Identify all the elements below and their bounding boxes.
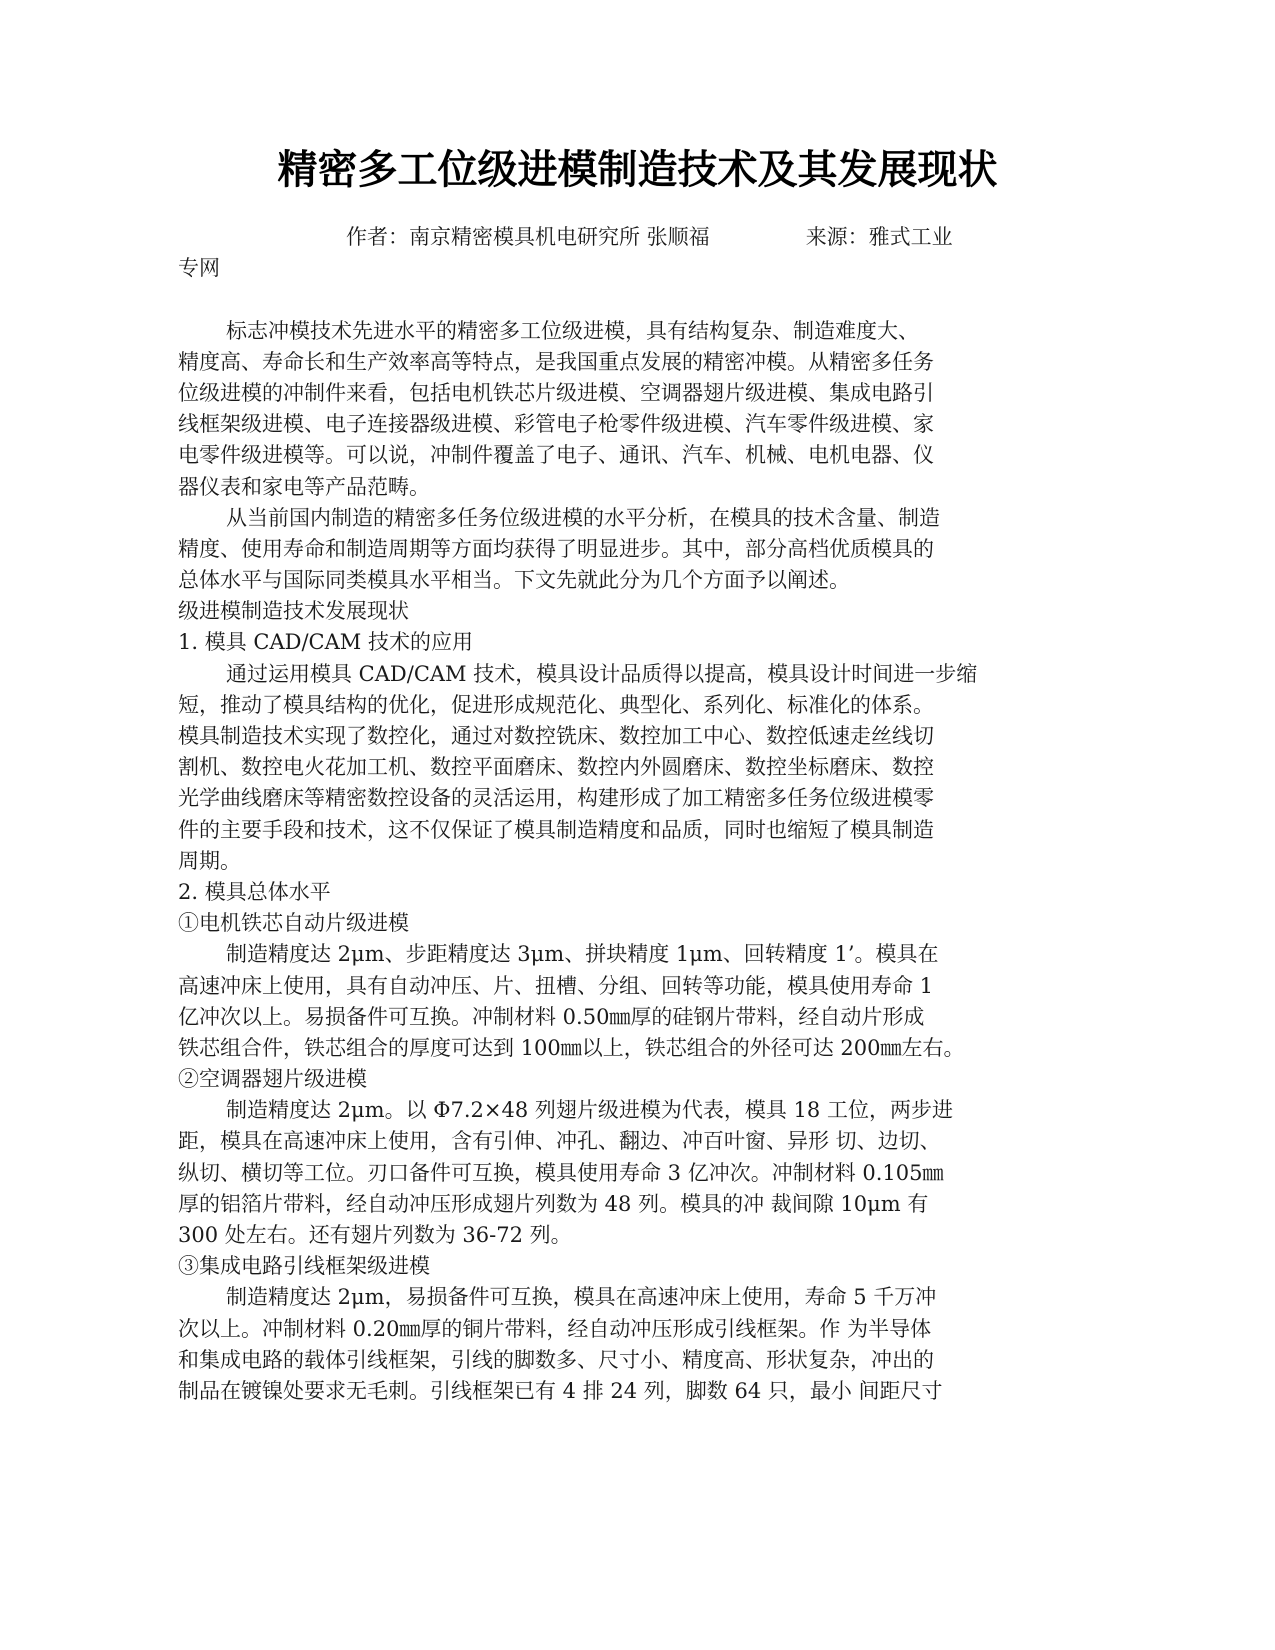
subsection-heading: ①电机铁芯自动片级进模 bbox=[178, 911, 409, 936]
byline-source: 来源：雅式工业 bbox=[805, 225, 953, 249]
paragraph-line: 周期。 bbox=[178, 848, 241, 873]
paragraph-line: 亿冲次以上。易损备件可互换。冲制材料 0.50㎜厚的硅钢片带料，经自动片形成 bbox=[178, 1004, 925, 1029]
paragraph-line: 线框架级进模、电子连接器级进模、彩管电子枪零件级进模、汽车零件级进模、家 bbox=[178, 412, 934, 437]
paragraph-line: 光学曲线磨床等精密数控设备的灵活运用，构建形成了加工精密多任务位级进模零 bbox=[178, 786, 934, 811]
paragraph-intro bbox=[178, 316, 1048, 503]
document-body bbox=[178, 222, 1048, 1407]
paragraph-line: 制造精度达 2μm，易损备件可互换，模具在高速冲床上使用，寿命 5 千万冲 bbox=[226, 1285, 937, 1310]
paragraph-line: 制品在镀镍处要求无毛刺。引线框架已有 4 排 24 列，脚数 64 只，最小 间距尺寸 bbox=[178, 1378, 943, 1403]
paragraph-line: 高速冲床上使用，具有自动冲压、片、扭槽、分组、回转等功能，模具使用寿命 1 bbox=[178, 973, 934, 998]
paragraph-line: 电零件级进模等。可以说，冲制件覆盖了电子、通讯、汽车、机械、电机电器、仪 bbox=[178, 443, 934, 468]
byline-author: 作者：南京精密模具机电研究所 张顺福 bbox=[346, 225, 710, 249]
paragraph-line: 纵切、横切等工位。刃口备件可互换，模具使用寿命 3 亿冲次。冲制材料 0.105㎜ bbox=[178, 1160, 944, 1185]
paragraph-line: 300 处左右。还有翅片列数为 36-72 列。 bbox=[178, 1223, 572, 1247]
section-heading: 级进模制造技术发展现状 bbox=[178, 599, 409, 624]
paragraph-line: 模具制造技术实现了数控化，通过对数控铣床、数控加工中心、数控低速走丝线切 bbox=[178, 724, 934, 748]
paragraph-line: 通过运用模具 CAD/CAM 技术，模具设计品质得以提高，模具设计时间进一步缩 bbox=[226, 661, 978, 686]
paragraph-line: 标志冲模技术先进水平的精密多工位级进模，具有结构复杂、制造难度大、 bbox=[226, 318, 919, 343]
byline bbox=[178, 222, 1048, 253]
paragraph-line: 距，模具在高速冲床上使用，含有引伸、冲孔、翻边、冲百叶窗、异形 切、边切、 bbox=[178, 1129, 941, 1154]
subsection-lead-frame bbox=[178, 1251, 1048, 1407]
section-cad-cam bbox=[178, 627, 1048, 877]
subsection-heading: ③集成电路引线框架级进模 bbox=[178, 1254, 430, 1279]
paragraph-line: 制造精度达 2μm、步距精度达 3μm、拼块精度 1μm、回转精度 1’。模具在 bbox=[226, 942, 939, 967]
paragraph-line: 精度、使用寿命和制造周期等方面均获得了明显进步。其中，部分高档优质模具的 bbox=[178, 536, 934, 561]
paragraph-line: 件的主要手段和技术，这不仅保证了模具制造精度和品质，同时也缩短了模具制造 bbox=[178, 817, 934, 842]
paragraph-line: 和集成电路的载体引线框架，引线的脚数多、尺寸小、精度高、形状复杂，冲出的 bbox=[178, 1347, 934, 1372]
paragraph-line: 割机、数控电火花加工机、数控平面磨床、数控内外圆磨床、数控坐标磨床、数控 bbox=[178, 755, 934, 780]
document-title: 精密多工位级进模制造技术及其发展现状 bbox=[277, 146, 998, 193]
paragraph-line: 从当前国内制造的精密多任务位级进模的水平分析，在模具的技术含量、制造 bbox=[226, 505, 940, 530]
paragraph-line: 厚的铝箔片带料，经自动冲压形成翅片列数为 48 列。模具的冲 裁间隙 10μm 有 bbox=[178, 1191, 929, 1216]
paragraph-analysis bbox=[178, 503, 1048, 597]
section-overall-level bbox=[178, 877, 1048, 1407]
byline-source-continued: 专网 bbox=[178, 256, 220, 281]
paragraph-line: 精度高、寿命长和生产效率高等特点，是我国重点发展的精密冲模。从精密多任务 bbox=[178, 349, 934, 374]
paragraph-line: 制造精度达 2μm。以 Φ7.2×48 列翅片级进模为代表，模具 18 工位，两步进 bbox=[226, 1098, 953, 1123]
paragraph-line: 铁芯组合件，铁芯组合的厚度可达到 100㎜以上，铁芯组合的外径可达 200㎜左右。 bbox=[178, 1035, 965, 1060]
paragraph-line: 位级进模的冲制件来看，包括电机铁芯片级进模、空调器翅片级进模、集成电路引 bbox=[178, 380, 934, 405]
subsection-motor-core bbox=[178, 908, 1048, 1064]
section-heading-overall-level: 2. 模具总体水平 bbox=[178, 879, 331, 904]
paragraph-line: 次以上。冲制材料 0.20㎜厚的铜片带料，经自动冲压形成引线框架。作 为半导体 bbox=[178, 1316, 932, 1341]
subsection-heading: ②空调器翅片级进模 bbox=[178, 1067, 367, 1092]
paragraph-line: 器仪表和家电等产品范畴。 bbox=[178, 474, 430, 499]
paragraph-line: 短，推动了模具结构的优化，促进形成规范化、典型化、系列化、标准化的体系。 bbox=[178, 692, 934, 717]
paragraph-line: 总体水平与国际同类模具水平相当。下文先就此分为几个方面予以阐述。 bbox=[178, 568, 850, 593]
section-heading-cad-cam: 1. 模具 CAD/CAM 技术的应用 bbox=[178, 630, 473, 655]
subsection-ac-fin bbox=[178, 1064, 1048, 1251]
